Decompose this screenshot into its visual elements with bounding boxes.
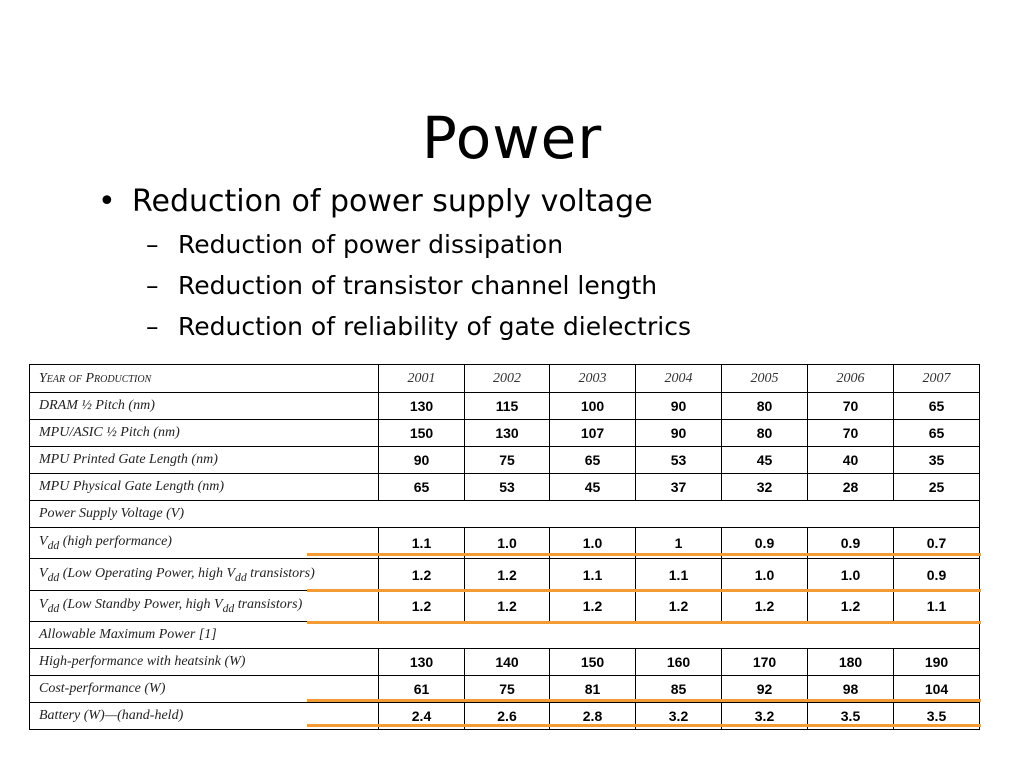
highlight-line	[307, 699, 981, 702]
value-cell: 0.9	[808, 528, 894, 559]
value-cell: 180	[808, 649, 894, 676]
value-cell: 190	[894, 649, 980, 676]
value-cell: 100	[550, 393, 636, 420]
value-cell: 1.2	[379, 559, 465, 591]
value-cell: 1.2	[379, 591, 465, 622]
value-cell: 1.2	[722, 591, 808, 622]
section-label: Power Supply Voltage (V)	[30, 501, 980, 528]
value-cell: 32	[722, 474, 808, 501]
vdd-symbol: V	[39, 565, 48, 581]
subbullet-item	[146, 271, 657, 300]
value-cell: 1.1	[636, 559, 722, 591]
vdd-symbol: V	[39, 534, 48, 550]
highlight-line	[307, 621, 981, 624]
value-cell: 3.5	[894, 703, 980, 730]
value-cell: 90	[379, 447, 465, 474]
value-cell: 2.6	[465, 703, 550, 730]
row-label: Cost-performance (W)	[30, 676, 379, 703]
value-cell: 0.9	[722, 528, 808, 559]
row-label: High-performance with heatsink (W)	[30, 649, 379, 676]
value-cell: 1.1	[550, 559, 636, 591]
vdd-subscript: dd	[222, 601, 235, 615]
value-cell: 140	[465, 649, 550, 676]
subbullet-item	[146, 230, 563, 259]
bullet-text: Reduction of power supply voltage	[132, 184, 653, 219]
value-cell: 85	[636, 676, 722, 703]
value-cell: 92	[722, 676, 808, 703]
value-cell: 1.2	[465, 591, 550, 622]
dash-icon: –	[146, 230, 159, 259]
value-cell: 25	[894, 474, 980, 501]
value-cell: 115	[465, 393, 550, 420]
value-cell: 75	[465, 676, 550, 703]
value-cell: 1.2	[465, 559, 550, 591]
vdd-subscript: dd	[47, 538, 60, 552]
subbullet-item	[146, 312, 691, 341]
year-cell: 2002	[465, 365, 550, 393]
vdd-subscript: dd	[235, 570, 247, 584]
value-cell: 130	[465, 420, 550, 447]
table-row	[30, 474, 980, 501]
dash-icon: –	[146, 312, 159, 341]
vdd-row-label	[30, 559, 379, 591]
value-cell: 53	[636, 447, 722, 474]
subbullet-text: Reduction of reliability of gate dielectrics	[178, 312, 691, 341]
subbullet-text: Reduction of transistor channel length	[178, 271, 658, 300]
year-cell: 2001	[379, 365, 465, 393]
value-cell: 1.0	[808, 559, 894, 591]
section-row	[30, 501, 980, 528]
vdd-label-text: (Low Operating Power, high	[59, 565, 227, 581]
year-cell: 2005	[722, 365, 808, 393]
section-row	[30, 622, 980, 649]
value-cell: 2.8	[550, 703, 636, 730]
value-cell: 45	[550, 474, 636, 501]
vdd-row	[30, 591, 980, 622]
value-cell: 160	[636, 649, 722, 676]
table-row	[30, 420, 980, 447]
vdd-label-text: transistors)	[234, 597, 303, 613]
year-cell: 2004	[636, 365, 722, 393]
year-cell: 2003	[550, 365, 636, 393]
value-cell: 80	[722, 420, 808, 447]
vdd-label-text: transistors)	[246, 565, 315, 581]
year-cell: 2006	[808, 365, 894, 393]
row-label: MPU/ASIC ½ Pitch (nm)	[30, 420, 379, 447]
vdd-label-text: (Low Standby Power, high	[59, 597, 214, 613]
itrs-table	[29, 364, 980, 730]
value-cell: 1.2	[550, 591, 636, 622]
value-cell: 65	[894, 420, 980, 447]
value-cell: 1.0	[722, 559, 808, 591]
value-cell: 35	[894, 447, 980, 474]
value-cell: 130	[379, 393, 465, 420]
vdd-row-label	[30, 591, 379, 622]
value-cell: 3.2	[722, 703, 808, 730]
value-cell: 65	[894, 393, 980, 420]
value-cell: 65	[550, 447, 636, 474]
bullet-item	[98, 184, 653, 219]
value-cell: 3.2	[636, 703, 722, 730]
slide-title: Power	[421, 104, 603, 172]
value-cell: 1	[636, 528, 722, 559]
value-cell: 0.7	[894, 528, 980, 559]
value-cell: 1.2	[808, 591, 894, 622]
value-cell: 90	[636, 393, 722, 420]
section-label: Allowable Maximum Power [1]	[30, 622, 980, 649]
value-cell: 130	[379, 649, 465, 676]
value-cell: 90	[636, 420, 722, 447]
value-cell: 70	[808, 420, 894, 447]
row-label: Battery (W)—(hand-held)	[30, 703, 379, 730]
value-cell: 61	[379, 676, 465, 703]
row-label: MPU Physical Gate Length (nm)	[30, 474, 379, 501]
vdd-subscript: dd	[47, 601, 60, 615]
table-row	[30, 393, 980, 420]
value-cell: 65	[379, 474, 465, 501]
header-row	[30, 365, 980, 393]
highlight-line	[307, 724, 981, 727]
vdd-row	[30, 559, 980, 591]
value-cell: 40	[808, 447, 894, 474]
value-cell: 3.5	[808, 703, 894, 730]
table-row	[30, 649, 980, 676]
vdd-symbol: V	[226, 565, 236, 581]
value-cell: 28	[808, 474, 894, 501]
value-cell: 80	[722, 393, 808, 420]
highlight-line	[307, 553, 981, 556]
value-cell: 150	[379, 420, 465, 447]
row-label: DRAM ½ Pitch (nm)	[30, 393, 379, 420]
value-cell: 1.0	[465, 528, 550, 559]
value-cell: 1.0	[550, 528, 636, 559]
vdd-label-text: (high performance)	[59, 534, 172, 550]
value-cell: 53	[465, 474, 550, 501]
value-cell: 70	[808, 393, 894, 420]
value-cell: 1.2	[636, 591, 722, 622]
value-cell: 98	[808, 676, 894, 703]
value-cell: 37	[636, 474, 722, 501]
value-cell: 1.1	[379, 528, 465, 559]
row-label: MPU Printed Gate Length (nm)	[30, 447, 379, 474]
value-cell: 1.1	[894, 591, 980, 622]
table-row	[30, 447, 980, 474]
value-cell: 150	[550, 649, 636, 676]
vdd-symbol: V	[39, 597, 48, 613]
value-cell: 0.9	[894, 559, 980, 591]
bullet-dot-icon: •	[98, 184, 116, 219]
value-cell: 2.4	[379, 703, 465, 730]
year-cell: 2007	[894, 365, 980, 393]
value-cell: 75	[465, 447, 550, 474]
vdd-subscript: dd	[47, 570, 60, 584]
header-label: Year of Production	[30, 365, 379, 393]
highlight-line	[307, 589, 981, 592]
vdd-symbol: V	[214, 597, 223, 613]
value-cell: 104	[894, 676, 980, 703]
subbullet-text: Reduction of power dissipation	[178, 230, 564, 259]
value-cell: 45	[722, 447, 808, 474]
value-cell: 170	[722, 649, 808, 676]
dash-icon: –	[146, 271, 159, 300]
value-cell: 107	[550, 420, 636, 447]
value-cell: 81	[550, 676, 636, 703]
